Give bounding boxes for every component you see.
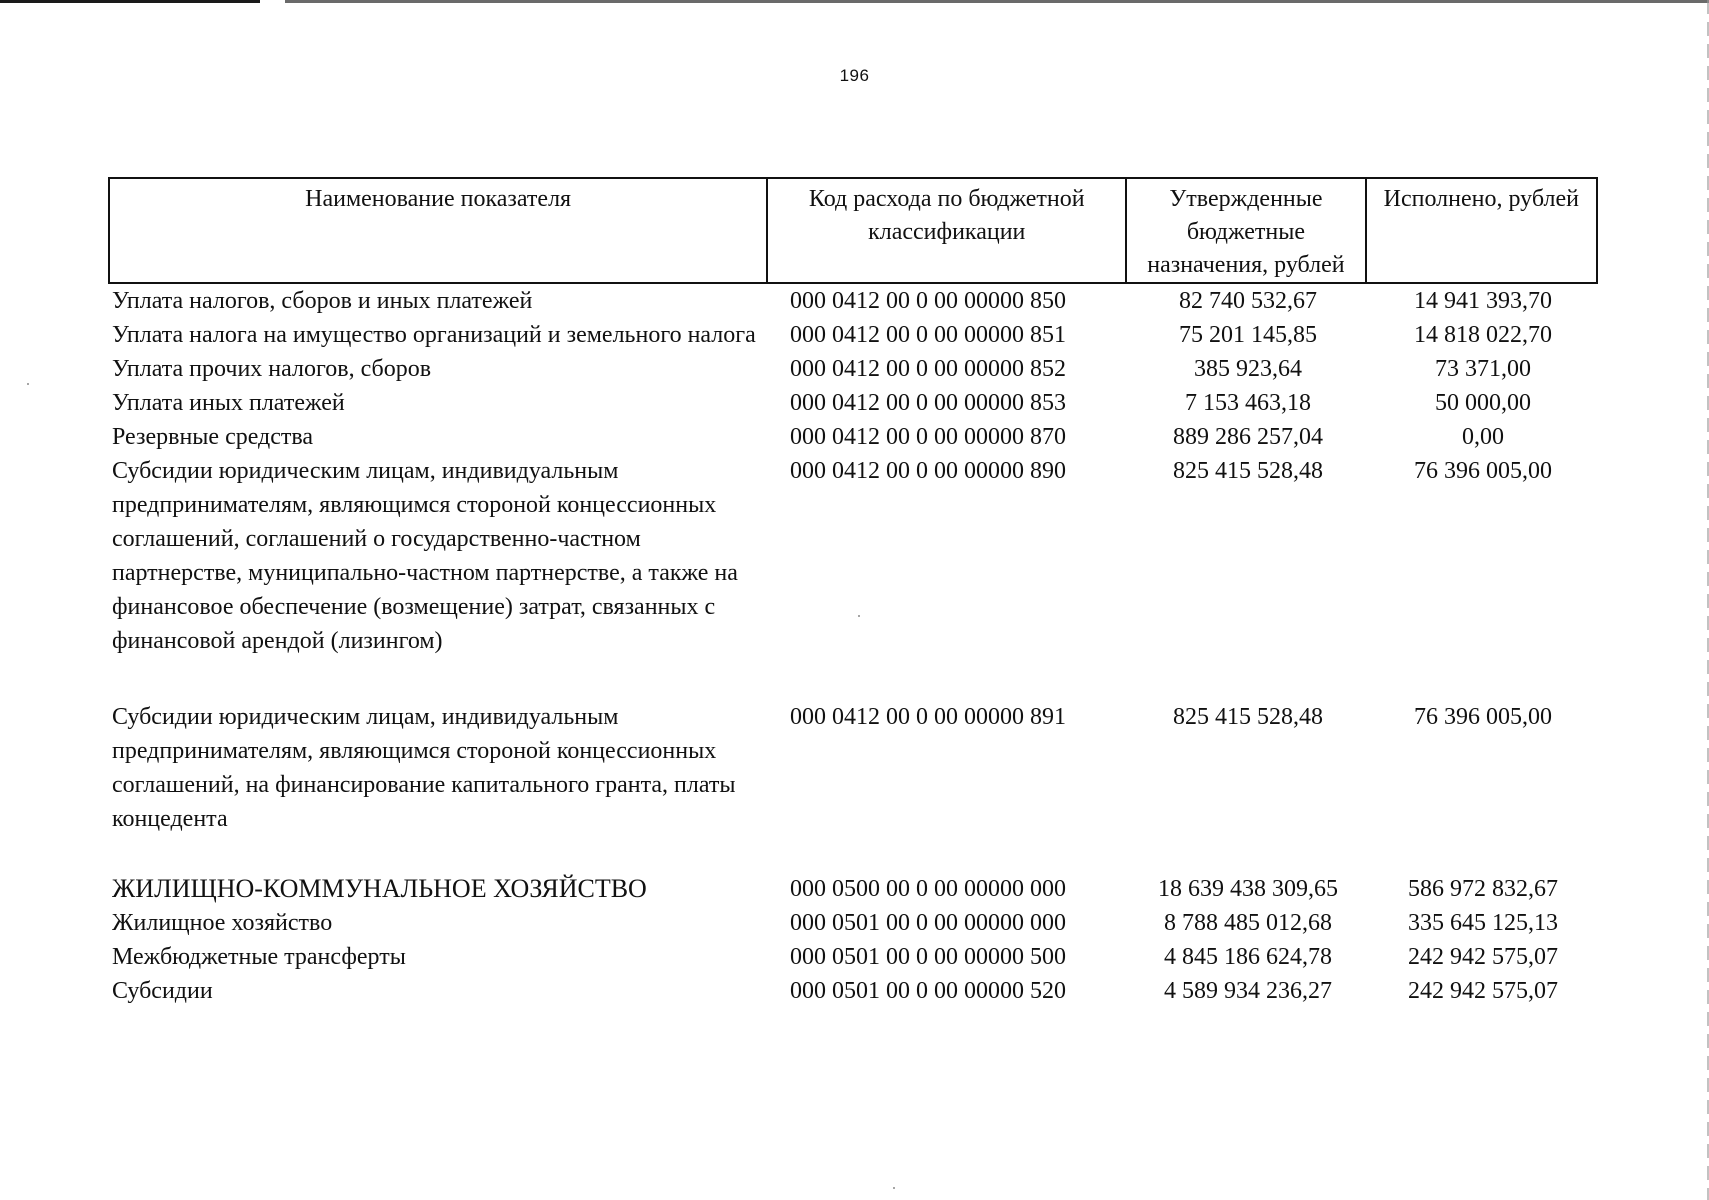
scan-top-edge-line	[0, 0, 1709, 3]
row-code: 000 0500 00 0 00 00000 000	[790, 876, 1066, 902]
row-approved: 82 740 532,67	[1179, 288, 1317, 314]
row-code: 000 0412 00 0 00 00000 891	[790, 704, 1066, 730]
table-row	[108, 940, 1598, 974]
page-number: 196	[839, 66, 870, 85]
row-executed: 586 972 832,67	[1408, 876, 1558, 902]
row-name: Субсидии	[112, 978, 213, 1004]
row-name: Межбюджетные трансферты	[112, 944, 406, 970]
row-code: 000 0412 00 0 00 00000 890	[790, 458, 1066, 484]
table-row	[108, 700, 1598, 872]
table-header	[108, 177, 1598, 284]
budget-execution-table	[108, 177, 1598, 1008]
table-row	[108, 318, 1598, 352]
row-code: 000 0412 00 0 00 00000 851	[790, 322, 1066, 348]
header-executed-amount: Исполнено, рублей	[1383, 186, 1579, 212]
row-name: Субсидии юридическим лицам, индивидуальным предпринимателям, являющимся стороной концессионных соглашений, на финансирование капитального гранта, платы концедента	[112, 704, 736, 832]
row-approved: 825 415 528,48	[1173, 458, 1323, 484]
row-executed: 335 645 125,13	[1408, 910, 1558, 936]
row-approved: 4 589 934 236,27	[1164, 978, 1332, 1004]
row-executed: 242 942 575,07	[1408, 944, 1558, 970]
row-executed: 242 942 575,07	[1408, 978, 1558, 1004]
row-executed: 76 396 005,00	[1414, 704, 1552, 730]
row-approved: 8 788 485 012,68	[1164, 910, 1332, 936]
header-approved-amount: Утвержденные бюджетные назначения, рублей	[1127, 179, 1366, 282]
row-executed: 14 941 393,70	[1414, 288, 1552, 314]
row-name: Уплата прочих налогов, сборов	[112, 356, 432, 382]
row-code: 000 0412 00 0 00 00000 870	[790, 424, 1066, 450]
table-row	[108, 454, 1598, 700]
row-name: Жилищное хозяйство	[112, 910, 333, 936]
row-approved: 7 153 463,18	[1185, 390, 1311, 416]
row-approved: 75 201 145,85	[1179, 322, 1317, 348]
table-row	[108, 872, 1598, 906]
row-code: 000 0501 00 0 00 00000 000	[790, 910, 1066, 936]
table-row	[108, 284, 1598, 318]
row-executed: 50 000,00	[1435, 390, 1531, 416]
row-code: 000 0501 00 0 00 00000 500	[790, 944, 1066, 970]
row-name: ЖИЛИЩНО-КОММУНАЛЬНОЕ ХОЗЯЙСТВО	[112, 874, 647, 903]
row-code: 000 0412 00 0 00 00000 852	[790, 356, 1066, 382]
row-approved: 889 286 257,04	[1173, 424, 1323, 450]
row-name: Уплата налогов, сборов и иных платежей	[112, 288, 533, 314]
row-code: 000 0501 00 0 00 00000 520	[790, 978, 1066, 1004]
row-name: Уплата иных платежей	[112, 390, 345, 416]
header-expense-code: Код расхода по бюджетной классификации	[768, 179, 1127, 282]
table-row	[108, 352, 1598, 386]
table-row	[108, 906, 1598, 940]
row-executed: 76 396 005,00	[1414, 458, 1552, 484]
table-row	[108, 974, 1598, 1008]
row-name: Субсидии юридическим лицам, индивидуальным предпринимателям, являющимся стороной концессионных соглашений, соглашений о государственно-частном партнерстве, муниципально-частном партнерстве, а также на финансовое обеспечение (возмещение) затрат, связанных с финансовой арендой (лизингом)	[112, 458, 738, 654]
row-approved: 18 639 438 309,65	[1158, 876, 1338, 902]
row-name: Уплата налога на имущество организаций и земельного налога	[112, 322, 756, 348]
table-row	[108, 420, 1598, 454]
table-row	[108, 386, 1598, 420]
row-approved: 4 845 186 624,78	[1164, 944, 1332, 970]
row-code: 000 0412 00 0 00 00000 850	[790, 288, 1066, 314]
header-indicator-name: Наименование показателя	[110, 179, 768, 282]
row-name: Резервные средства	[112, 424, 314, 450]
scan-speck	[27, 383, 29, 385]
row-executed: 73 371,00	[1435, 356, 1531, 382]
row-executed: 14 818 022,70	[1414, 322, 1552, 348]
row-executed: 0,00	[1462, 424, 1504, 450]
row-code: 000 0412 00 0 00 00000 853	[790, 390, 1066, 416]
row-approved: 825 415 528,48	[1173, 704, 1323, 730]
row-approved: 385 923,64	[1194, 356, 1302, 382]
table-body	[108, 284, 1598, 1008]
scan-speck	[893, 1187, 895, 1189]
